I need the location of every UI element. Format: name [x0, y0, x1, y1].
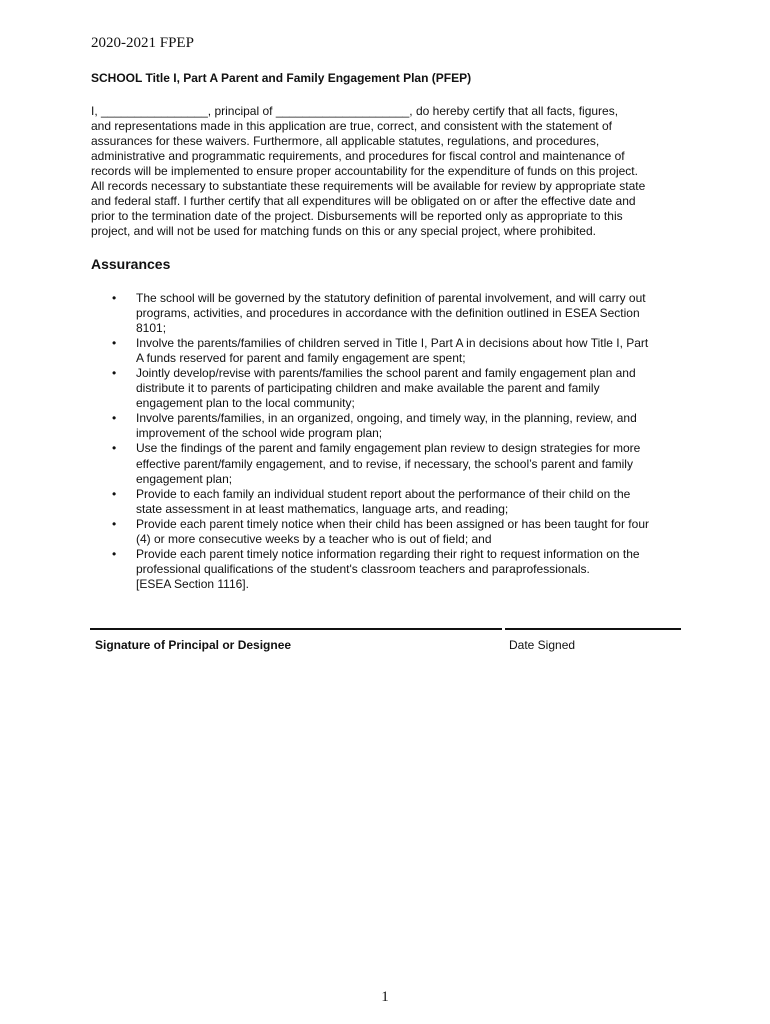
assurance-text: Involve the parents/families of children served in Title I, Part A in decisions about how Title I, Part A funds reserved for parent and family engagement are spent;: [136, 336, 649, 366]
assurance-text: Provide each parent timely notice information regarding their right to request information on the professional qualifications of the student's classroom teachers and paraprofessionals. [ESEA Section 1116].: [136, 546, 640, 591]
assurance-item: [112, 441, 692, 486]
assurance-text: The school will be governed by the statutory definition of parental involvement, and will carry out programs, activities, and procedures in accordance with the definition outlined in ESEA Section 8101;: [136, 291, 646, 336]
certification-paragraph: I, ________________, principal of ____________________, do hereby certify that all facts, figures, and representations made in this application are true, correct, and consistent with the statement of assurances for these waivers. Furthermore, all applicable statutes, regulations, and procedures, administrative and programmatic requirements, and procedures for fiscal control and maintenance of records will be implemented to ensure proper accountability for the expenditure of funds on this project. All records necessary to substantiate these requirements will be available for review by appropriate state and federal staff. I further certify that all expenditures will be obligated on or after the effective date and prior to the termination date of the project. Disbursements will be reported only as appropriate to this project, and will not be used for matching funds on this or any special project, where prohibited.: [91, 104, 646, 239]
bullet-icon: •: [112, 411, 117, 426]
assurance-text: Involve parents/families, in an organized, ongoing, and timely way, in the planning, review, and improvement of the school wide program plan;: [136, 411, 637, 441]
page-number: 1: [381, 989, 389, 1005]
bullet-icon: •: [112, 441, 117, 456]
assurances-list: [112, 291, 692, 592]
assurance-item: [112, 487, 692, 517]
bullet-icon: •: [112, 486, 117, 501]
assurance-text: Provide each parent timely notice when their child has been assigned or has been taught for four (4) or more consecutive weeks by a teacher who is out of field; and: [136, 516, 649, 546]
assurance-item: [112, 366, 692, 411]
header-year-label: 2020-2021 FPEP: [91, 35, 194, 51]
assurance-item: [112, 547, 692, 592]
assurance-text: Jointly develop/revise with parents/families the school parent and family engagement plan and distribute it to parents of participating children and make available the parent and family engagement plan to the local community;: [136, 366, 636, 411]
signature-label: Signature of Principal or Designee: [95, 638, 292, 652]
bullet-icon: •: [112, 366, 117, 381]
bullet-icon: •: [112, 336, 117, 351]
date-signed-line: [505, 628, 681, 630]
bullet-icon: •: [112, 546, 117, 561]
date-signed-label: Date Signed: [509, 638, 576, 652]
assurances-heading: Assurances: [91, 256, 171, 272]
assurance-text: Provide to each family an individual student report about the performance of their child on the state assessment in at least mathematics, language arts, and reading;: [136, 486, 631, 516]
assurance-text: Use the findings of the parent and family engagement plan review to design strategies for more effective parent/family engagement, and to revise, if necessary, the school’s parent and family engagement plan;: [136, 441, 641, 486]
document-title: SCHOOL Title I, Part A Parent and Family Engagement Plan (PFEP): [91, 71, 472, 85]
assurance-item: [112, 517, 692, 547]
principal-signature-line: [90, 628, 502, 630]
bullet-icon: •: [112, 516, 117, 531]
assurance-item: [112, 336, 692, 366]
bullet-icon: •: [112, 291, 117, 305]
assurance-item: [112, 411, 692, 441]
assurance-item: [112, 291, 692, 336]
